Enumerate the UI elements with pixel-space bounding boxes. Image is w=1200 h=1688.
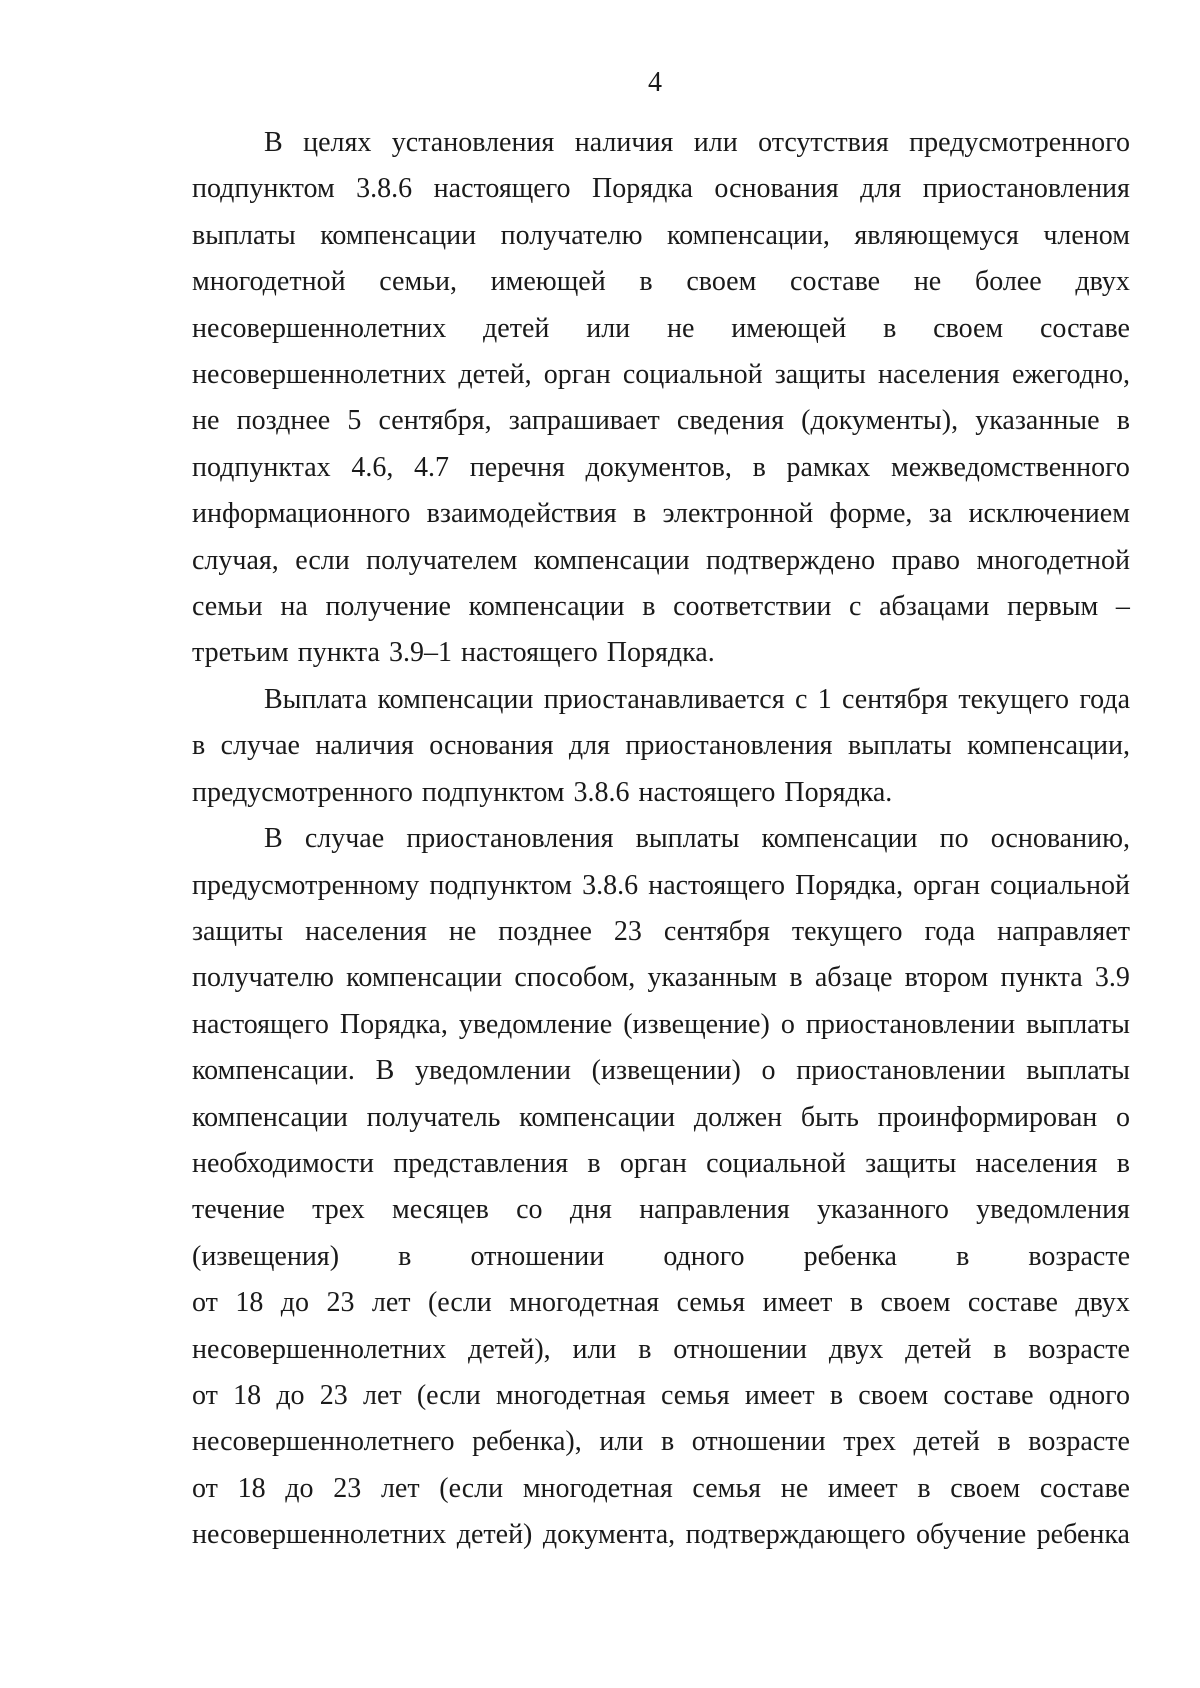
- text-line: [192, 1048, 1130, 1094]
- word: позднее: [236, 405, 331, 437]
- word: года: [924, 915, 976, 947]
- word: своем: [933, 312, 1004, 344]
- word: детей): [456, 1519, 533, 1551]
- word: своем: [858, 1379, 929, 1411]
- word: указанным: [647, 962, 778, 994]
- text-line: [192, 166, 1130, 212]
- word: (извещение): [623, 1008, 770, 1040]
- text-line: [192, 1512, 1130, 1558]
- word: настоящего: [192, 1008, 329, 1040]
- word: компенсации.: [192, 1055, 355, 1087]
- word: Порядка.: [784, 776, 893, 808]
- word: двух: [1075, 266, 1130, 298]
- word: Порядка.: [606, 637, 715, 669]
- text-line: [192, 306, 1130, 352]
- word: за: [928, 498, 953, 530]
- word: одного: [1048, 1379, 1130, 1411]
- word: третьим: [192, 637, 289, 669]
- word: на: [280, 591, 308, 623]
- word: не: [448, 915, 477, 947]
- text-line: [192, 1419, 1130, 1465]
- text-line: [192, 863, 1130, 909]
- word: быть: [800, 1101, 859, 1133]
- word: Порядка,: [339, 1008, 448, 1040]
- word: приостановлении: [805, 1008, 1016, 1040]
- word: настоящего: [460, 637, 598, 669]
- word: сентября: [663, 915, 770, 947]
- word: компенсации,: [666, 219, 830, 251]
- word: в: [192, 730, 206, 762]
- word: лет: [371, 1287, 411, 1319]
- word: выплаты: [1026, 1055, 1130, 1087]
- word: направляет: [997, 915, 1130, 947]
- text-line: [192, 1373, 1130, 1419]
- word: от: [192, 1472, 218, 1504]
- word: приостановления: [922, 173, 1130, 205]
- word: компенсации: [346, 962, 503, 994]
- word: имеет: [762, 1287, 833, 1319]
- word: или: [693, 127, 738, 158]
- word: запрашивает: [508, 405, 660, 437]
- word: указанные: [975, 405, 1100, 437]
- word: выплаты: [635, 823, 740, 855]
- word: компенсации: [192, 1101, 348, 1133]
- text-line: [192, 398, 1130, 444]
- word: отношении: [673, 1333, 808, 1365]
- word: В: [375, 1055, 395, 1087]
- word: ребенка: [1036, 1519, 1130, 1551]
- word: членом: [1043, 219, 1130, 251]
- word: в: [917, 1472, 931, 1504]
- word: 3.8.6: [356, 173, 413, 205]
- word: должен: [693, 1101, 783, 1133]
- word: предусмотренному: [192, 869, 420, 901]
- word: (если: [439, 1472, 504, 1504]
- word: 1: [817, 683, 832, 715]
- word: ребенка: [803, 1240, 897, 1272]
- word: сведения: [676, 405, 784, 437]
- word: социальной: [706, 1147, 846, 1179]
- word: составе: [1039, 1472, 1130, 1504]
- word: Порядка,: [795, 869, 904, 901]
- word: (документы),: [801, 405, 959, 437]
- word: своем: [686, 266, 757, 298]
- word: право: [891, 544, 961, 576]
- text-line: [192, 1002, 1130, 1048]
- word: населения: [975, 1147, 1098, 1179]
- word: в: [789, 962, 803, 994]
- text-line: [192, 538, 1130, 584]
- word: детей: [483, 312, 550, 344]
- word: отношении: [691, 1426, 826, 1458]
- paragraph-3: [192, 816, 1130, 1559]
- word: социальной: [990, 869, 1130, 901]
- word: семьи,: [379, 266, 457, 298]
- word: наличия: [574, 127, 674, 158]
- word: В: [264, 823, 283, 855]
- word: со: [516, 1194, 543, 1226]
- word: несовершеннолетнего: [192, 1426, 455, 1458]
- word: отсутствия: [758, 127, 889, 158]
- word: документов,: [585, 451, 732, 483]
- word: или: [572, 1333, 617, 1365]
- word: не: [666, 312, 695, 344]
- word: своем: [950, 1472, 1021, 1504]
- word: одного: [663, 1240, 745, 1272]
- word: возрасте: [1028, 1240, 1130, 1272]
- word: имеет: [744, 1379, 815, 1411]
- word: в: [993, 1333, 1007, 1365]
- word: лет: [363, 1379, 402, 1411]
- word: несовершеннолетних: [192, 359, 447, 391]
- word: детей,: [458, 359, 532, 391]
- word: трех: [312, 1194, 365, 1226]
- word: компенсации,: [967, 730, 1130, 762]
- word: в: [632, 498, 647, 530]
- word: многодетная: [509, 1287, 660, 1319]
- word: подтверждено: [706, 544, 876, 576]
- word: до: [276, 1379, 305, 1411]
- word: в: [642, 591, 656, 623]
- word: компенсации: [320, 219, 477, 251]
- word: основания: [429, 730, 554, 762]
- word: защиты: [192, 915, 284, 947]
- text-line: [192, 1466, 1130, 1512]
- word: электронной: [662, 498, 814, 530]
- word: взаимодействия: [426, 498, 617, 530]
- word: сентября,: [378, 405, 492, 437]
- text-line: [192, 1187, 1130, 1233]
- word: подпунктом: [429, 869, 573, 901]
- word: выплаты: [192, 219, 296, 251]
- word: подпунктом: [421, 776, 565, 808]
- word: если: [295, 544, 350, 576]
- word: основанию,: [990, 823, 1130, 855]
- paragraph-2: [192, 677, 1130, 816]
- word: компенсации: [377, 683, 534, 715]
- word: многодетная: [495, 1379, 646, 1411]
- word: населения: [305, 915, 427, 947]
- word: сентября: [842, 683, 949, 715]
- word: получателю: [192, 962, 334, 994]
- word: приостановлении: [796, 1055, 1006, 1087]
- text-line: [192, 584, 1130, 630]
- word: подтверждающего: [685, 1519, 906, 1551]
- word: являющемуся: [854, 219, 1019, 251]
- word: Выплата: [264, 683, 368, 715]
- text-line: [192, 955, 1130, 1001]
- word: уведомлении: [415, 1055, 571, 1087]
- word: лет: [380, 1472, 420, 1504]
- word: орган: [543, 359, 611, 391]
- word: семья: [692, 1472, 761, 1504]
- word: 3.8.6: [573, 776, 630, 808]
- word: информационного: [192, 498, 411, 530]
- word: 18: [233, 1379, 262, 1411]
- word: социальной: [622, 359, 763, 391]
- word: населения: [877, 359, 1000, 391]
- paragraph-1: [192, 120, 1130, 677]
- word: настоящего: [433, 173, 571, 205]
- word: Порядка: [591, 173, 693, 205]
- word: в: [849, 1287, 864, 1319]
- word: компенсации: [533, 544, 690, 576]
- text-line: [192, 213, 1130, 259]
- word: рамках: [786, 451, 871, 483]
- word: направления: [639, 1194, 790, 1226]
- word: подпунктах: [192, 451, 331, 483]
- word: (извещении): [591, 1055, 741, 1087]
- word: месяцев: [392, 1194, 489, 1226]
- word: проинформирован: [877, 1101, 1098, 1133]
- word: не: [913, 266, 942, 298]
- word: или: [586, 312, 631, 344]
- word: представления: [393, 1147, 569, 1179]
- word: имеющей: [490, 266, 606, 298]
- word: –: [1115, 591, 1130, 623]
- text-line: [192, 259, 1130, 305]
- word: получение: [325, 591, 451, 623]
- text-line: [192, 816, 1130, 862]
- word: несовершеннолетних: [192, 1519, 447, 1551]
- word: способом,: [514, 962, 636, 994]
- text-line: [192, 1234, 1130, 1280]
- word: для: [568, 730, 610, 762]
- word: перечня: [469, 451, 565, 483]
- word: ежегодно,: [1011, 359, 1130, 391]
- word: в: [398, 1240, 412, 1272]
- word: не: [780, 1472, 809, 1504]
- word: о: [780, 1008, 795, 1040]
- word: многодетная: [522, 1472, 673, 1504]
- word: своем: [880, 1287, 951, 1319]
- word: межведомственного: [890, 451, 1130, 483]
- word: компенсации: [519, 1101, 676, 1133]
- word: 23: [326, 1287, 355, 1319]
- word: по: [939, 823, 969, 855]
- word: 3.8.6: [582, 869, 639, 901]
- word: (если: [427, 1287, 492, 1319]
- word: семьи: [192, 591, 263, 623]
- word: до: [280, 1287, 309, 1319]
- word: в: [638, 1333, 652, 1365]
- word: 3.9: [1094, 962, 1130, 994]
- word: составе: [1039, 312, 1130, 344]
- word: подпунктом: [192, 173, 335, 205]
- text-line: [192, 677, 1130, 723]
- word: выплаты: [847, 730, 952, 762]
- word: в: [752, 451, 766, 483]
- word: приостановления: [406, 823, 614, 855]
- text-line: [192, 1280, 1130, 1326]
- word: установления: [391, 127, 555, 158]
- word: 4.6,: [351, 451, 394, 483]
- word: основания: [714, 173, 839, 205]
- word: абзацами: [879, 591, 990, 623]
- word: указанного: [817, 1194, 949, 1226]
- word: предусмотренного: [192, 776, 413, 808]
- word: 18: [235, 1287, 264, 1319]
- word: пункта: [297, 637, 380, 669]
- text-line: [192, 770, 1130, 816]
- word: несовершеннолетних: [192, 312, 447, 344]
- word: 23: [319, 1379, 348, 1411]
- word: предусмотренного: [909, 127, 1130, 158]
- word: орган: [619, 1147, 687, 1179]
- word: приостанавливается: [543, 683, 785, 715]
- word: или: [599, 1426, 644, 1458]
- word: приостановления: [625, 730, 833, 762]
- word: 3.9–1: [388, 637, 452, 669]
- word: целях: [303, 127, 372, 158]
- text-line: [192, 1141, 1130, 1187]
- word: возрасте: [1028, 1426, 1130, 1458]
- word: отношении: [470, 1240, 605, 1272]
- text-line: [192, 909, 1130, 955]
- word: от: [192, 1379, 218, 1411]
- word: в: [956, 1240, 970, 1272]
- text-line: [192, 445, 1130, 491]
- word: в: [639, 266, 653, 298]
- word: детей: [913, 1426, 980, 1458]
- word: в: [1116, 405, 1130, 437]
- word: в: [660, 1426, 675, 1458]
- word: детей: [905, 1333, 972, 1365]
- word: позднее: [498, 915, 592, 947]
- word: семья: [661, 1379, 730, 1411]
- word: в: [829, 1379, 844, 1411]
- word: 5: [347, 405, 362, 437]
- word: для: [860, 173, 902, 205]
- word: абзаце: [814, 962, 893, 994]
- word: получатель: [366, 1101, 501, 1133]
- word: имеющей: [731, 312, 847, 344]
- text-line: [192, 723, 1130, 769]
- word: настоящего: [648, 869, 786, 901]
- word: 4.7: [414, 451, 450, 483]
- word: текущего: [958, 683, 1070, 715]
- word: с: [794, 683, 808, 715]
- word: В: [264, 127, 283, 158]
- word: течение: [192, 1194, 285, 1226]
- page-number: 4: [648, 67, 662, 98]
- word: случая,: [192, 544, 279, 576]
- word: уведомление: [458, 1008, 613, 1040]
- text-line: [192, 352, 1130, 398]
- word: компенсации: [761, 823, 918, 855]
- word: наличия: [315, 730, 414, 762]
- word: случае: [220, 730, 300, 762]
- text-line: [192, 630, 1130, 676]
- word: семья: [676, 1287, 746, 1319]
- word: о: [1116, 1101, 1130, 1133]
- word: дня: [569, 1194, 612, 1226]
- word: втором: [904, 962, 989, 994]
- text-line: [192, 120, 1130, 166]
- word: форме,: [829, 498, 913, 530]
- word: в: [883, 312, 897, 344]
- word: до: [285, 1472, 314, 1504]
- word: настоящего: [638, 776, 776, 808]
- text-line: [192, 1327, 1130, 1373]
- word: получателем: [366, 544, 518, 576]
- word: первым: [1007, 591, 1099, 623]
- word: (если: [416, 1379, 481, 1411]
- word: несовершеннолетних: [192, 1333, 447, 1365]
- word: (извещения): [192, 1240, 340, 1272]
- word: в: [587, 1147, 601, 1179]
- word: необходимости: [192, 1147, 375, 1179]
- word: защиты: [865, 1147, 957, 1179]
- word: орган: [913, 869, 981, 901]
- word: ребенка),: [472, 1426, 582, 1458]
- word: 18: [237, 1472, 266, 1504]
- word: имеет: [827, 1472, 898, 1504]
- word: пункта: [1000, 962, 1083, 994]
- word: двух: [828, 1333, 884, 1365]
- word: уведомления: [976, 1194, 1130, 1226]
- word: возрасте: [1028, 1333, 1130, 1365]
- word: о: [761, 1055, 776, 1087]
- word: документа,: [542, 1519, 676, 1551]
- text-line: [192, 1095, 1130, 1141]
- word: текущего: [791, 915, 903, 947]
- word: детей),: [468, 1333, 551, 1365]
- word: компенсации: [468, 591, 625, 623]
- word: в: [997, 1426, 1011, 1458]
- word: защиты: [774, 359, 866, 391]
- word: года: [1079, 683, 1130, 715]
- word: 23: [613, 915, 642, 947]
- word: исключением: [968, 498, 1130, 530]
- word: обучение: [916, 1519, 1027, 1551]
- word: составе: [967, 1287, 1058, 1319]
- word: в: [1116, 1147, 1130, 1179]
- word: от: [192, 1287, 218, 1319]
- text-line: [192, 491, 1130, 537]
- word: случае: [304, 823, 385, 855]
- word: с: [849, 591, 862, 623]
- word: трех: [843, 1426, 896, 1458]
- word: не: [192, 405, 220, 437]
- word: соответствии: [673, 591, 832, 623]
- word: получателю: [500, 219, 643, 251]
- word: двух: [1075, 1287, 1130, 1319]
- word: 23: [333, 1472, 362, 1504]
- word: составе: [943, 1379, 1034, 1411]
- word: выплаты: [1026, 1008, 1130, 1040]
- word: многодетной: [192, 266, 346, 298]
- word: составе: [790, 266, 881, 298]
- document-body: [192, 120, 1130, 1559]
- word: более: [974, 266, 1042, 298]
- word: многодетной: [976, 544, 1130, 576]
